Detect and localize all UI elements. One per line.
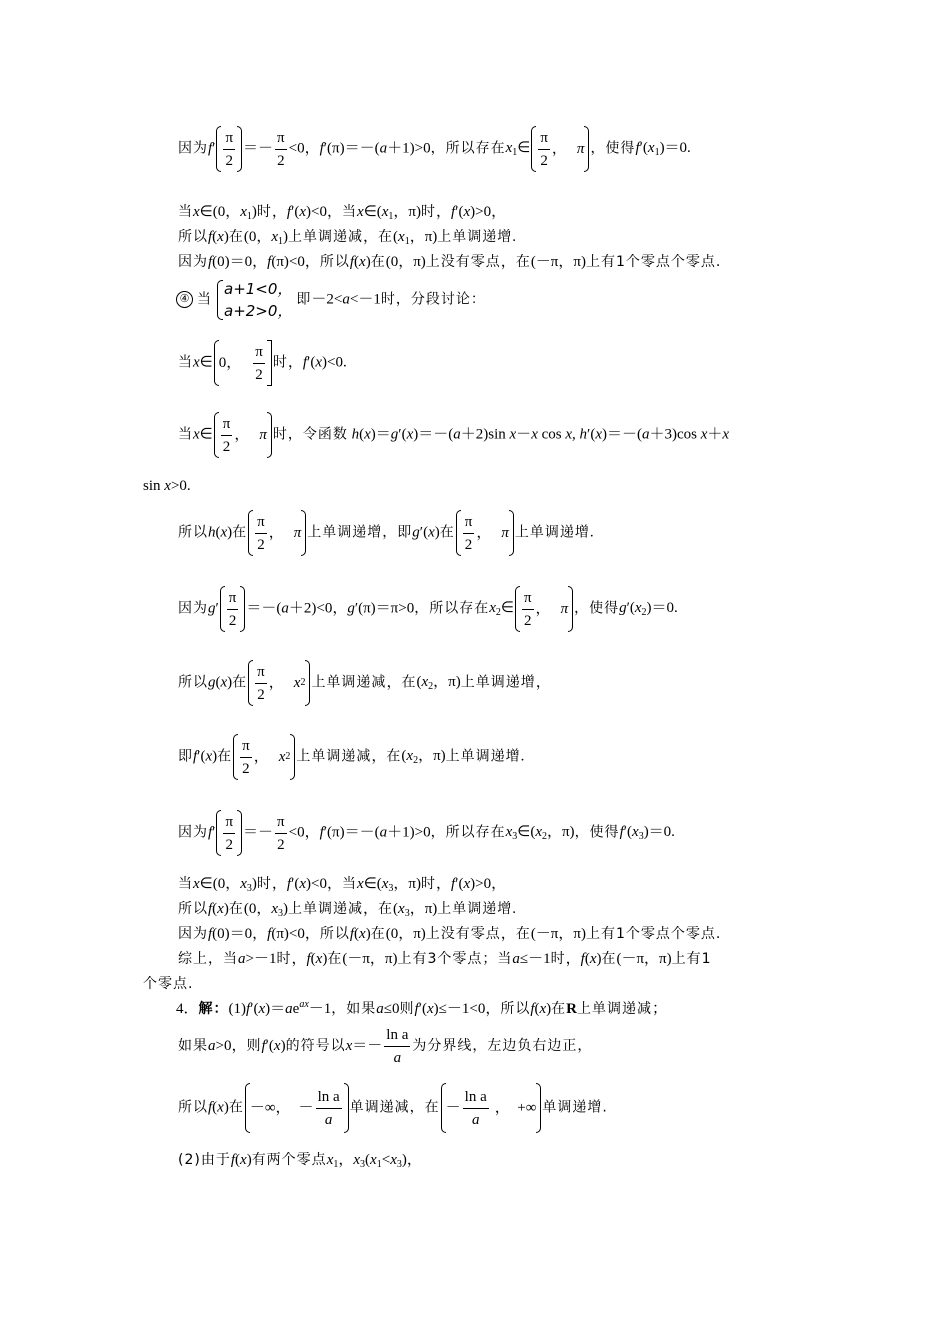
line-mono-x1: 所以f(x)在(0，$x_1$)上单调递减，在($x_1$，π)上单调递增. [178, 229, 517, 247]
line-fprime-x3: 因为f′ $\frac{\pi}{2}$ ＝－ $\frac{\pi}{2}$ <0，f′(π)＝－(a＋1)>0，所以存在$x_3\in(x_2$，π)，使得$f'(x_3)=0$. [178, 810, 675, 856]
line-h-function: 当x∈ $\frac{\pi}{2}$ ， π 时，令函数 h(x)＝g′(x)＝－(a＋2)sin x－x cos x, h′(x)＝－(a＋3)cos x＋x [178, 412, 729, 458]
line-interval-x1: 当x∈(0，$x_1$)时，f′(x)<0，当$x\in(x_1$，π)时，f′(x)>0， [178, 204, 507, 222]
line-case-4: ④ 当 a+1<0， a+2>0， 即－2<a<－1时，分段讨论： [176, 278, 486, 322]
line-interval-0-pi2: 当x∈ 0， $\frac{\pi}{2}$ 时，f′(x)<0. [178, 340, 347, 386]
line-summary: 综上，当a>－1时，f(x)在(－π，π)上有3个零点；当a≤－1时，f(x)在(－π，π)上有1 [178, 951, 712, 967]
line-fprime-pi2: 因为f′ $\frac{\pi}{2}$ ＝－ $\frac{\pi}{2}$ <0，f′(π)＝－(a＋1)>0，所以存在$x_1\in$ $\frac{\pi}{2}$ ， π ，使得$f'(x_1)=0$. [178, 126, 691, 172]
line-zero-1: 因为f(0)＝0，f(π)<0，所以f(x)在(0，π)上没有零点，在(－π，π)上有1个零点个零点. [178, 254, 722, 270]
line-fprime-mono: 即f′(x)在 $\frac{\pi}{2}$ ， x 2 上单调递减，在($x_2$，π)上单调递增. [178, 734, 524, 780]
line-zero-2: 因为f(0)＝0，f(π)<0，所以f(x)在(0，π)上没有零点，在(－π，π)上有1个零点个零点. [178, 926, 722, 942]
line-problem-4: 4．解：$(1)f'(x)=ae^{ax}-1$，如果a≤0则f′(x)≤－1<0，所以f(x)在R上单调递减； [176, 999, 668, 1017]
line-g-mono: 所以g(x)在 $\frac{\pi}{2}$ ， x 2 上单调递减，在($x_2$，π)上单调递增， [178, 660, 551, 706]
line-two-zeros: (2)由于f(x)有两个零点$x_1$，$x_3(x_1<x_3)$， [178, 1152, 422, 1170]
line-sign-boundary: 如果a>0，则f′(x)的符号以x＝－ $\frac{\text{ln a}}{a}$ 为分界线，左边负右边正， [178, 1024, 592, 1069]
line-mono-x3: 所以f(x)在(0，$x_3$)上单调递减，在($x_3$，π)上单调递增. [178, 901, 517, 919]
line-interval-x3: 当x∈(0，$x_3$)时，f′(x)<0，当$x\in(x_3$，π)时，f′(x)>0， [178, 876, 507, 894]
line-gprime: 因为g′ $\frac{\pi}{2}$ ＝－(a＋2)<0，g′(π)＝π>0，所以存在$x_2\in$ $\frac{\pi}{2}$ ， π ，使得$g'(x_2)=0$. [178, 586, 678, 632]
line-sinx: sin x>0. [143, 478, 191, 494]
line-f-mono: 所以f(x)在 －∞， － $\frac{\text{ln a}}{a}$ 单调递减，在 － $\frac{\text{ln a}}{a}$ ， +∞ 单调递增. [178, 1083, 608, 1133]
line-h-mono: 所以h(x)在 $\frac{\pi}{2}$ ， π 上单调递增，即g′(x)在 $\frac{\pi}{2}$ ， π 上单调递增. [178, 510, 594, 556]
line-summary-end: 个零点. [143, 976, 194, 992]
